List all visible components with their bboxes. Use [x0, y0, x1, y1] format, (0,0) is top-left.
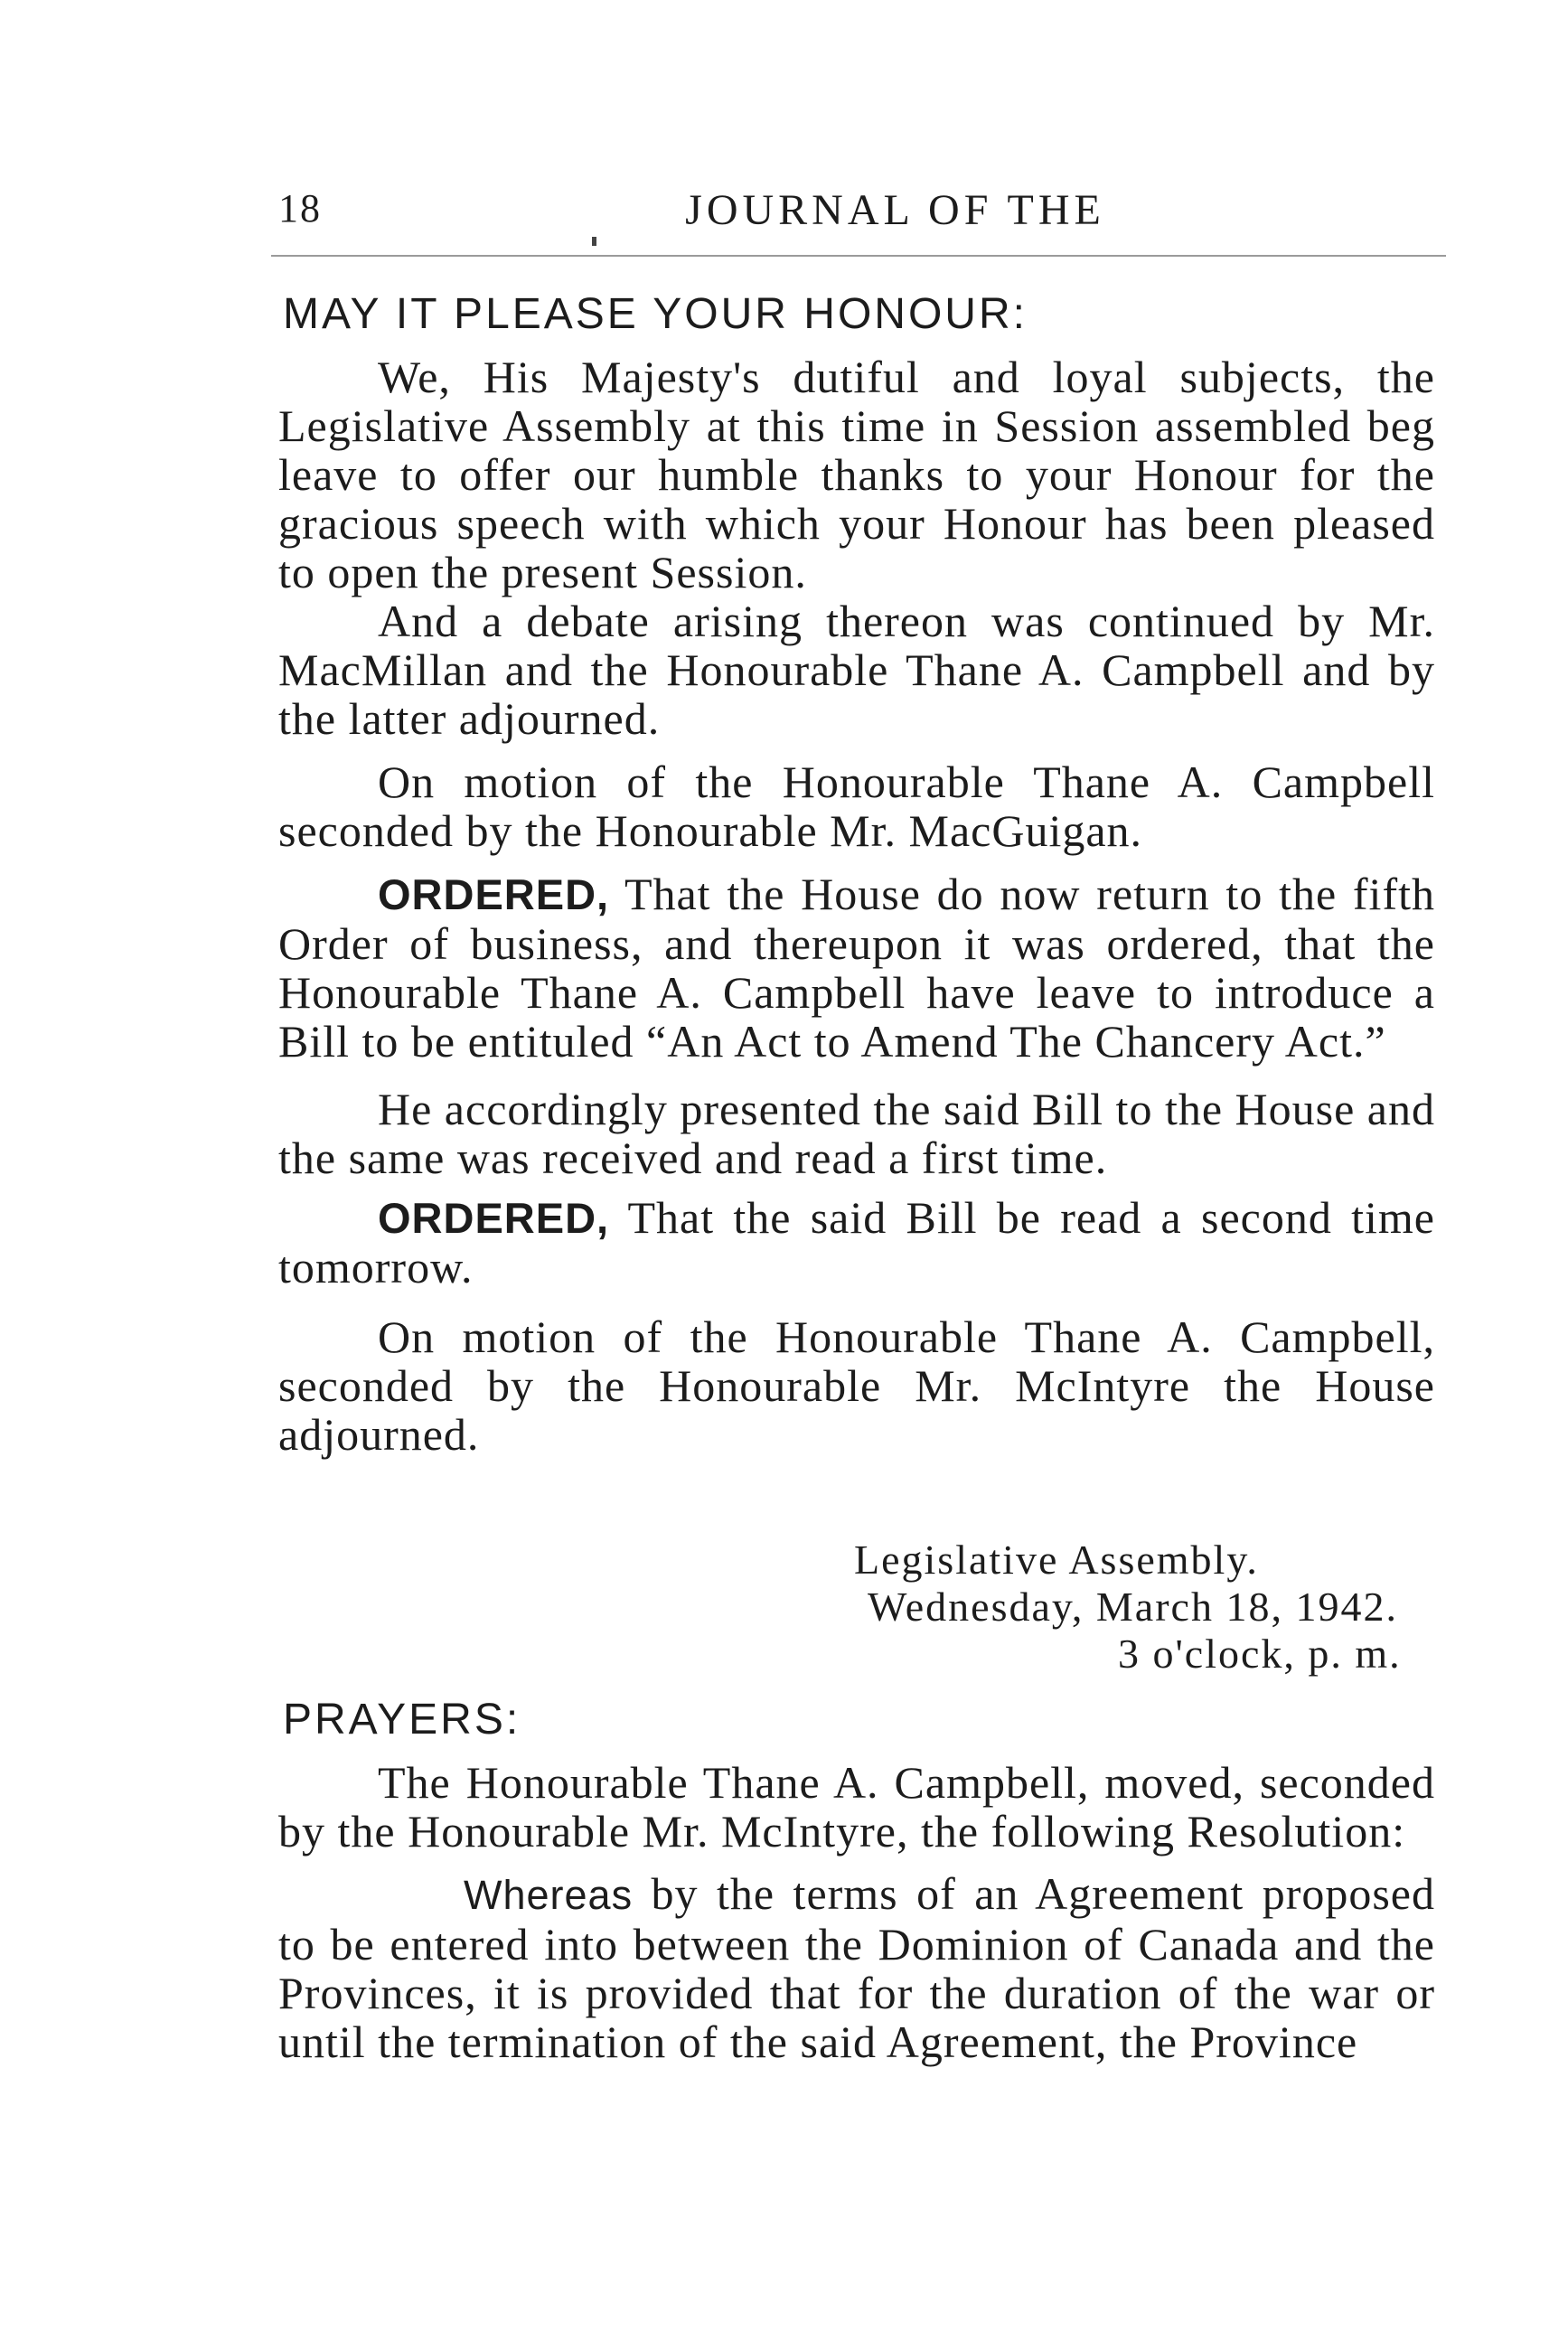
page-header	[278, 185, 1431, 240]
address-heading: MAY IT PLEASE YOUR HONOUR:	[283, 290, 1028, 338]
ordered-lead-1: ORDERED,	[378, 870, 610, 918]
ordered-block-2	[278, 1193, 1435, 1292]
dateline-assembly: Legislative Assembly.	[854, 1537, 1259, 1583]
whereas-lead: Whereas	[464, 1872, 634, 1918]
address-block	[278, 352, 1435, 597]
page-number: 18	[278, 186, 322, 230]
resolution-intro-block	[278, 1758, 1435, 1856]
dateline-date: Wednesday, March 18, 1942.	[868, 1584, 1398, 1630]
motion-paragraph-2: On motion of the Honourable Thane A. Campbell, seconded by the Honourable Mr. McIntyre the House adjourned.	[278, 1311, 1435, 1460]
debate-paragraph: And a debate arising thereon was continued by Mr. MacMillan and the Honourable Thane A. Campbell and by the latter adjourned.	[278, 596, 1435, 744]
sitting-dateline	[854, 1537, 1432, 1678]
debate-block	[278, 597, 1435, 743]
motion-paragraph-1: On motion of the Honourable Thane A. Campbell seconded by the Honourable Mr. MacGuigan.	[278, 757, 1435, 856]
ordered-text-1: That the House do now return to the fifth Order of business, and thereupon it was ordered, that the Honourable Thane A. Campbell have leave to introduce a Bill to be entituled “An Act to Amend The Chancery Act.”	[278, 869, 1435, 1067]
motion-block-2	[278, 1312, 1435, 1459]
presented-paragraph: He accordingly presented the said Bill to the House and the same was received and read a first time.	[278, 1084, 1435, 1183]
dateline-time: 3 o'clock, p. m.	[1118, 1631, 1402, 1677]
running-head: JOURNAL OF THE	[685, 186, 1105, 234]
ordered-text-2: That the said Bill be read a second time tomorrow.	[278, 1192, 1435, 1292]
header-rule	[271, 255, 1446, 257]
address-paragraph: We, His Majesty's dutiful and loyal subjects, the Legislative Assembly at this time in Session assembled beg leave to offer our humble thanks to your Honour for the gracious speech with which your Honour has been pleased to open the present Session.	[278, 352, 1435, 597]
resolution-intro-paragraph: The Honourable Thane A. Campbell, moved, seconded by the Honourable Mr. McIntyre, the following Resolution:	[278, 1757, 1435, 1856]
motion-block-1	[278, 757, 1435, 855]
whereas-paragraph	[278, 1869, 1435, 2066]
prayers-heading: PRAYERS:	[283, 1696, 521, 1744]
presented-block	[278, 1085, 1435, 1182]
ordered-lead-2: ORDERED,	[378, 1194, 610, 1242]
whereas-text: by the terms of an Agreement proposed to be entered into between the Dominion of Canada and the Provinces, it is provided that for the duration of the war or until the termination of the said Agreement, the Province	[278, 1868, 1435, 2067]
ordered-block-1	[278, 870, 1435, 1066]
ordered-paragraph-2	[278, 1193, 1435, 1292]
header-mark	[592, 237, 596, 246]
ordered-paragraph-1	[278, 870, 1435, 1066]
whereas-block	[278, 1869, 1435, 2066]
